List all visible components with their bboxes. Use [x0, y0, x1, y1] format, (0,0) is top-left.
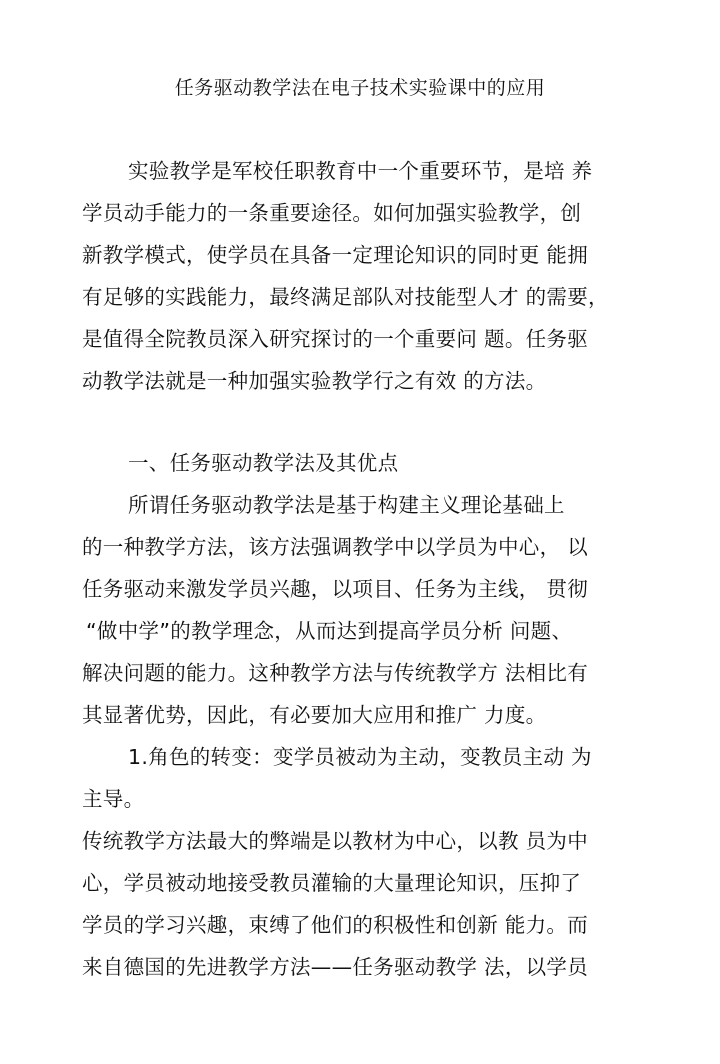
- paragraph-line: 的一种教学方法，该方法强调教学中以学员为中心， 以: [82, 535, 589, 559]
- list-item-line: 主导。: [82, 787, 145, 811]
- paragraph-line: 解决问题的能力。这种教学方法与传统教学方 法相比有: [82, 661, 589, 685]
- paragraph-line: 动教学法就是一种加强实验教学行之有效 的方法。: [82, 369, 547, 393]
- section-heading: 一、任务驱动教学法及其优点: [128, 451, 399, 475]
- paragraph-line: 学员的学习兴趣，束缚了他们的积极性和创新 能力。而: [82, 913, 589, 937]
- paragraph-line: 任务驱动来激发学员兴趣，以项目、任务为主线， 贯彻: [82, 577, 589, 601]
- paragraph-line: 实验教学是军校任职教育中一个重要环节，是培 养: [128, 159, 593, 183]
- document-title: 任务驱动教学法在电子技术实验课中的应用: [174, 77, 546, 99]
- paragraph-line: 来自德国的先进教学方法——任务驱动教学 法，以学员: [82, 955, 589, 979]
- paragraph-line: 所谓任务驱动教学法是基于构建主义理论基础上: [128, 493, 565, 517]
- paragraph-line: 传统教学方法最大的弊端是以教材为中心，以教 员为中: [82, 829, 589, 853]
- paragraph-line: “做中学”的教学理念，从而达到提高学员分析 问题、: [86, 619, 573, 643]
- paragraph-line: 是值得全院教员深入研究探讨的一个重要问 题。任务驱: [82, 327, 589, 351]
- paragraph-line: 有足够的实践能力，最终满足部队对技能型人才 的需要，: [82, 285, 609, 309]
- paragraph-line: 学员动手能力的一条重要途径。如何加强实验教学，创: [82, 201, 582, 225]
- paragraph-line: 新教学模式，使学员在具备一定理论知识的同时更 能拥: [82, 243, 589, 267]
- paragraph-line: 心，学员被动地接受教员灌输的大量理论知识，压抑了: [82, 871, 582, 895]
- list-item-line: 1.角色的转变：变学员被动为主动，变教员主动 为: [128, 745, 592, 769]
- paragraph-line: 其显著优势，因此，有必要加大应用和推广 力度。: [82, 703, 547, 727]
